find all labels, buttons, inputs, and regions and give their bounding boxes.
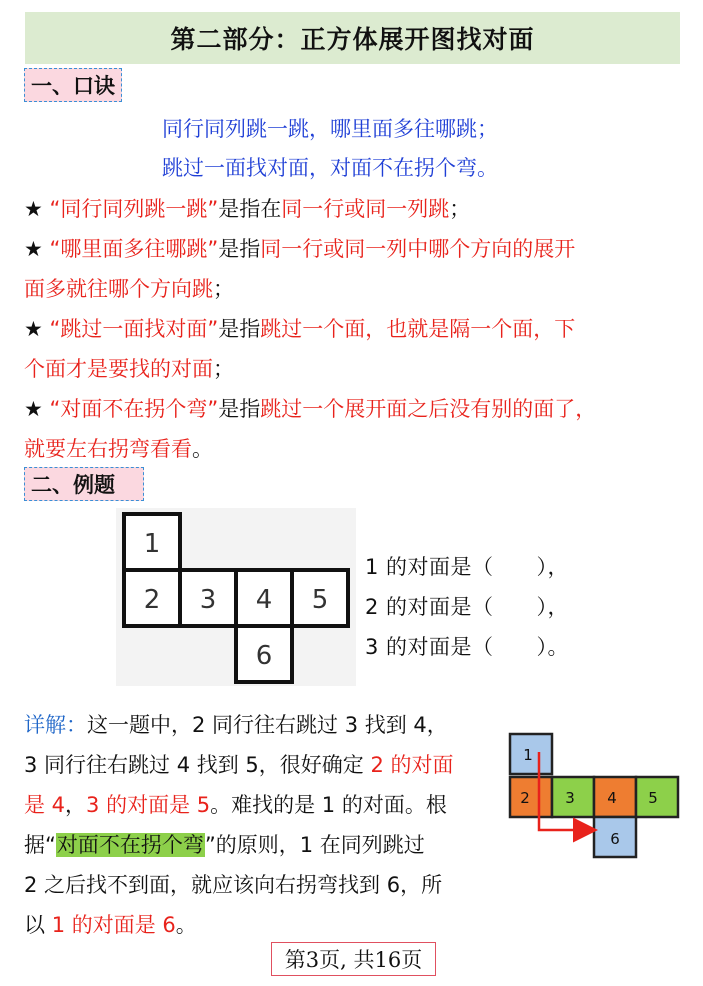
section-heading-example: 二、例题 xyxy=(24,467,144,501)
verse-line-2: 跳过一面找对面，对面不在拐个弯。 xyxy=(162,156,498,180)
colored-label-5: 5 xyxy=(648,789,658,807)
star-icon: ★ xyxy=(24,397,43,421)
star-icon: ★ xyxy=(24,317,43,341)
section-heading-formula: 一、口诀 xyxy=(24,68,122,102)
colored-label-2: 2 xyxy=(520,789,530,807)
highlight-rule: 对面不在拐个弯 xyxy=(56,833,204,857)
net-label-3: 3 xyxy=(199,585,217,615)
colored-label-6: 6 xyxy=(610,830,620,848)
question-3: 3 的对面是（ ）。 xyxy=(365,635,570,659)
net-label-5: 5 xyxy=(311,585,329,615)
net-label-6: 6 xyxy=(255,641,273,671)
net-label-1: 1 xyxy=(143,529,161,559)
explain-line-3: 是 4，3 的对面是 5。难找的是 1 的对面。根 xyxy=(24,793,447,817)
page-title: 第二部分：正方体展开图找对面 xyxy=(25,12,680,64)
bullet-2-cont: 面多就往哪个方向跳； xyxy=(24,277,234,301)
verse-line-1: 同行同列跳一跳，哪里面多往哪跳； xyxy=(162,117,498,141)
net-label-4: 4 xyxy=(255,585,273,615)
cube-net-diagram xyxy=(116,508,356,686)
colored-cube-net xyxy=(506,730,680,860)
question-1: 1 的对面是（ ）， xyxy=(365,555,570,579)
page-number: 第3页, 共16页 xyxy=(271,942,436,976)
explain-line-6: 以 1 的对面是 6。 xyxy=(24,913,197,937)
explain-line-2: 3 同行往右跳过 4 找到 5，很好确定 2 的对面 xyxy=(24,753,454,777)
bullet-4: ★ “对面不在拐个弯”是指跳过一个展开面之后没有别的面了， xyxy=(24,397,597,421)
explain-line-4: 据“对面不在拐个弯”的原则，1 在同列跳过 xyxy=(24,833,425,857)
colored-face-2 xyxy=(510,777,552,817)
bullet-4-cont: 就要左右拐弯看看。 xyxy=(24,437,213,461)
bullet-2: ★ “哪里面多往哪跳”是指同一行或同一列中哪个方向的展开 xyxy=(24,237,576,261)
net-label-2: 2 xyxy=(143,585,161,615)
colored-label-4: 4 xyxy=(607,789,617,807)
colored-label-3: 3 xyxy=(565,789,575,807)
question-2: 2 的对面是（ ）， xyxy=(365,595,570,619)
explain-line-5: 2 之后找不到面，就应该向右拐弯找到 6，所 xyxy=(24,873,443,897)
explain-label: 详解： xyxy=(24,713,87,737)
explain-line-1: 详解：这一题中，2 同行往右跳过 3 找到 4， xyxy=(24,713,448,737)
colored-label-1: 1 xyxy=(523,746,533,764)
star-icon: ★ xyxy=(24,237,43,261)
star-icon: ★ xyxy=(24,197,43,221)
bullet-3-cont: 个面才是要找的对面； xyxy=(24,357,234,381)
bullet-1: ★ “同行同列跳一跳”是指在同一行或同一列跳； xyxy=(24,197,471,221)
bullet-3: ★ “跳过一面找对面”是指跳过一个面，也就是隔一个面，下 xyxy=(24,317,576,341)
